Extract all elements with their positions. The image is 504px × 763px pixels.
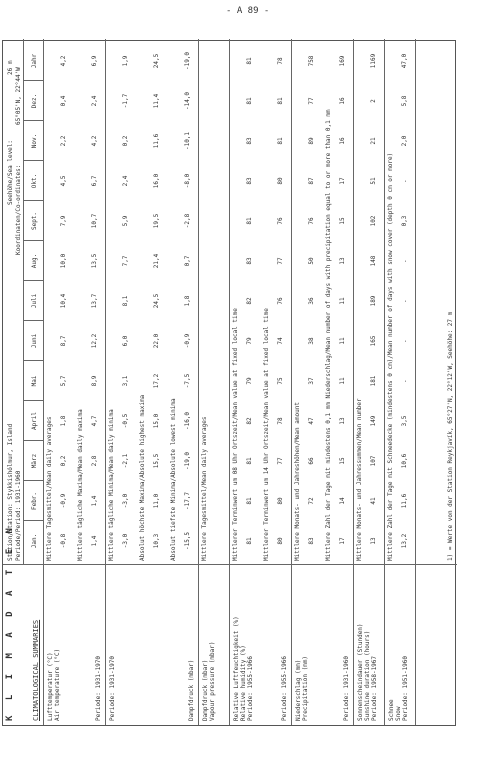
data-cell: 78 (277, 57, 284, 65)
data-cell: -0,5 (122, 413, 129, 429)
data-cell: 11 (339, 297, 346, 305)
data-cell: 83 (246, 257, 253, 265)
data-cell: 81 (246, 537, 253, 545)
row-caption: Mittlerer Terminwert um 14 Uhr Ortszeit/Mean value at fixed local time (263, 308, 270, 561)
data-cell: 81 (246, 497, 253, 505)
data-cell: -15,5 (184, 531, 191, 551)
group-rule (291, 39, 292, 725)
month-header: Jahr (31, 53, 38, 69)
data-cell: -3,0 (122, 493, 129, 509)
row-caption: Mittlere tägliche Minima/Mean daily minima (108, 409, 115, 561)
data-cell: 3,1 (122, 375, 129, 387)
data-cell: 66 (308, 457, 315, 465)
data-cell: -2,1 (122, 453, 129, 469)
data-cell: 76 (308, 217, 315, 225)
data-cell: 15,5 (153, 453, 160, 469)
row-label: Air temperature (°C) (54, 648, 61, 721)
data-cell: 11,0 (153, 493, 160, 509)
month-divider (23, 360, 43, 361)
data-cell: 11 (339, 337, 346, 345)
data-cell: 13 (370, 537, 377, 545)
data-cell: 7,7 (122, 255, 129, 267)
data-cell: 77 (277, 457, 284, 465)
month-header: April (31, 411, 38, 431)
data-cell: 89 (308, 137, 315, 145)
months-rule (43, 39, 44, 725)
data-cell: 8,7 (60, 335, 67, 347)
period-label: Periode: 1931-1970 (95, 655, 102, 721)
month-divider (23, 480, 43, 481)
data-cell: 4,2 (91, 135, 98, 147)
data-cell: 81 (246, 217, 253, 225)
data-cell: 79 (246, 337, 253, 345)
rotated-table (2, 40, 456, 726)
group-rule (353, 39, 354, 725)
data-cell: 15 (339, 457, 346, 465)
header-rule (23, 39, 24, 565)
data-cell: 36 (308, 297, 315, 305)
data-cell: 11,6 (153, 133, 160, 149)
row-caption: Mittlere tägliche Maxima/Mean daily maxima (77, 409, 84, 561)
data-cell: -1,7 (122, 93, 129, 109)
row-caption: Absolut tiefste Minima/Absolute lowest minima (170, 398, 177, 561)
data-cell: 38 (308, 337, 315, 345)
data-cell: 5,7 (60, 375, 67, 387)
data-cell: 165 (370, 335, 377, 347)
period-label: Periode: 1931-1960 (343, 655, 350, 721)
elevation-label: Seehöhe/Sea level: (7, 139, 14, 205)
data-cell: 148 (370, 255, 377, 267)
data-cell: 1,4 (91, 495, 98, 507)
data-cell: 13 (339, 257, 346, 265)
data-cell: 11,6 (401, 493, 408, 509)
data-cell: 81 (246, 97, 253, 105)
data-cell: 13,5 (91, 253, 98, 269)
row-caption: Mittlere Monats- und Jahreshöhen/Mean amount (294, 402, 301, 561)
data-cell: 72 (308, 497, 315, 505)
data-cell: . (401, 179, 408, 183)
group-rule (415, 39, 416, 725)
data-cell: 5,8 (401, 95, 408, 107)
data-cell: 87 (308, 177, 315, 185)
data-cell: 83 (308, 537, 315, 545)
data-cell: 82 (246, 297, 253, 305)
data-cell: 2,0 (401, 135, 408, 147)
data-cell: 21 (370, 137, 377, 145)
data-cell: 83 (246, 137, 253, 145)
data-cell: 16 (339, 137, 346, 145)
data-cell: 1,9 (122, 55, 129, 67)
data-cell: -3,0 (122, 533, 129, 549)
data-cell: 2 (370, 99, 377, 103)
row-caption: Mittlere Monats- und Jahressummen/Mean number (356, 398, 363, 561)
table-subtitle: CLIMATOLOGICAL SUMMARIES (32, 619, 40, 721)
data-cell: 0,3 (401, 215, 408, 227)
period-label: Periode: 1955-1966 (281, 655, 288, 721)
data-cell: 13 (339, 417, 346, 425)
data-cell: 79 (246, 377, 253, 385)
data-cell: 19,5 (153, 213, 160, 229)
data-cell: 0,7 (184, 255, 191, 267)
data-cell: 80 (277, 497, 284, 505)
data-cell: 77 (308, 97, 315, 105)
row-caption: Mittlerer Terminwert um 08 Uhr Ortszeit/Mean value at fixed local time (232, 308, 239, 561)
month-divider (23, 80, 43, 81)
data-cell: 4,7 (91, 415, 98, 427)
data-cell: 83 (246, 177, 253, 185)
month-header: Jan. (31, 533, 38, 549)
data-cell: 82 (246, 417, 253, 425)
data-cell: -14,0 (184, 91, 191, 111)
data-cell: 149 (370, 415, 377, 427)
data-cell: . (401, 339, 408, 343)
data-cell: 47 (308, 417, 315, 425)
data-cell: 0,2 (122, 135, 129, 147)
data-cell: 13,7 (91, 293, 98, 309)
data-cell: 1,8 (60, 415, 67, 427)
row-label: Schnee (388, 699, 395, 721)
data-cell: -8,0 (184, 173, 191, 189)
data-cell: -0,9 (184, 333, 191, 349)
data-cell: 107 (370, 455, 377, 467)
month-divider (23, 240, 43, 241)
left-divider (3, 564, 457, 565)
data-cell: 169 (339, 55, 346, 67)
data-cell: 2,4 (91, 95, 98, 107)
data-cell: 8,1 (122, 295, 129, 307)
data-cell: 77 (277, 257, 284, 265)
data-cell: 10,7 (91, 213, 98, 229)
row-label: Periode: 1955-1966 (247, 655, 254, 721)
data-cell: 80 (277, 537, 284, 545)
row-label: Vapour pressure (mbar) (209, 641, 216, 721)
data-cell: -2,8 (184, 213, 191, 229)
month-header: Dez. (31, 93, 38, 109)
row-label: Precipitation (mm) (302, 655, 309, 721)
data-cell: 14 (339, 497, 346, 505)
data-cell: -7,5 (184, 373, 191, 389)
month-header: Mai (31, 375, 38, 387)
data-cell: -17,7 (184, 491, 191, 511)
station-text: Station/Station: Stykkishólmur, Island (7, 423, 14, 561)
month-divider (23, 160, 43, 161)
data-cell: 17 (339, 537, 346, 545)
data-cell: 189 (370, 295, 377, 307)
month-divider (23, 320, 43, 321)
data-cell: . (401, 379, 408, 383)
row-label: Lufttemperatur (°C) (47, 652, 54, 721)
data-cell: 13,2 (401, 533, 408, 549)
data-cell: -0,8 (60, 533, 67, 549)
month-divider (23, 200, 43, 201)
row-label: Periode: 1958-1967 (371, 655, 378, 721)
month-divider (23, 120, 43, 121)
data-cell: 2,4 (122, 175, 129, 187)
data-cell: 2,2 (60, 135, 67, 147)
data-cell: -10,1 (184, 131, 191, 151)
elevation-value: 26 m (7, 60, 14, 75)
data-cell: 81 (246, 457, 253, 465)
data-cell: 2,8 (91, 455, 98, 467)
data-cell: 81 (277, 137, 284, 145)
month-divider (23, 520, 43, 521)
data-cell: 75 (277, 377, 284, 385)
data-cell: 81 (246, 57, 253, 65)
data-cell: 10,6 (401, 453, 408, 469)
data-cell: 6,0 (122, 335, 129, 347)
group-rule (384, 39, 385, 725)
month-header: Sept. (31, 211, 38, 231)
data-cell: . (401, 299, 408, 303)
row-caption: Absolut höchste Maxima/Absolute highest maxima (139, 394, 146, 561)
data-cell: 10,4 (60, 293, 67, 309)
data-cell: 4,2 (60, 55, 67, 67)
group-rule (105, 39, 106, 725)
month-divider (23, 440, 43, 441)
data-cell: 15 (339, 217, 346, 225)
data-cell: 12,2 (91, 333, 98, 349)
data-cell: 17 (339, 177, 346, 185)
data-cell: 0,2 (60, 455, 67, 467)
row-label: Periode: 1931-1970 (109, 655, 116, 721)
data-cell: 51 (370, 177, 377, 185)
data-cell: 78 (277, 417, 284, 425)
climate-table (2, 40, 456, 726)
data-cell: 3,5 (401, 415, 408, 427)
data-cell: 1,4 (91, 535, 98, 547)
data-cell: -0,9 (60, 493, 67, 509)
data-cell: 16 (339, 97, 346, 105)
table-title: K L I M A D A T E N (5, 523, 15, 721)
data-cell: 6,9 (91, 55, 98, 67)
data-cell: 10,0 (60, 253, 67, 269)
data-cell: 1,8 (184, 295, 191, 307)
month-header: Nov. (31, 133, 38, 149)
data-cell: 4,5 (60, 175, 67, 187)
data-cell: -16,0 (184, 411, 191, 431)
data-cell: 76 (277, 297, 284, 305)
month-header: Aug. (31, 253, 38, 269)
data-cell: 15,0 (153, 413, 160, 429)
row-label: Periode: 1951-1960 (402, 655, 409, 721)
data-cell: 1169 (370, 53, 377, 69)
month-header: März (31, 453, 38, 469)
page-number: - A 89 - (226, 6, 270, 16)
data-cell: 80 (277, 177, 284, 185)
data-cell: 11,4 (153, 93, 160, 109)
row-caption: Mittlere Zahl der Tage mit Schneedecke (mindestens 0 cm)/Mean number of days with snow cover (depth 0 cm or more) (387, 152, 394, 561)
data-cell: 16,0 (153, 173, 160, 189)
period-label: Dampfdruck (mbar) (188, 659, 195, 721)
data-cell: 21,4 (153, 253, 160, 269)
data-cell: 37 (308, 377, 315, 385)
month-divider (23, 280, 43, 281)
data-cell: 5,9 (122, 215, 129, 227)
data-cell: 8,9 (91, 375, 98, 387)
group-rule (198, 39, 199, 725)
data-cell: 76 (277, 217, 284, 225)
row-caption: Mittlere Tagesmittel/Mean daily averages (201, 416, 208, 561)
row-caption: Mittlere Zahl der Tage mit mindestens 0,1 mm Niederschlag/Mean number of days with precipitation equal to or more than 0,1 mm (325, 109, 332, 561)
row-label: Sonnenscheindauer (Stunden) (357, 623, 364, 721)
data-cell: -19,0 (184, 451, 191, 471)
row-label: Sunshine duration (hours) (364, 630, 371, 721)
data-cell: 41 (370, 497, 377, 505)
row-label: Dampfdruck (mbar) (202, 659, 209, 721)
data-cell: 17,2 (153, 373, 160, 389)
data-cell: 24,5 (153, 53, 160, 69)
row-label: Relative humidity (%) (240, 645, 247, 721)
month-header: Okt. (31, 173, 38, 189)
group-rule (229, 39, 230, 725)
data-cell: . (401, 259, 408, 263)
data-cell: 81 (277, 97, 284, 105)
data-cell: 11 (339, 377, 346, 385)
month-header: Febr. (31, 491, 38, 511)
data-cell: 10,3 (153, 533, 160, 549)
row-label: Niederschlag (mm) (295, 659, 302, 721)
row-caption: Mittlere Tagesmittel/Mean daily averages (46, 416, 53, 561)
row-label: Snow (395, 706, 402, 721)
coords-label: Koordinaten/Co-ordinates: (15, 164, 22, 255)
period-text: Periode/Period: 1931-1960 (15, 470, 22, 561)
data-cell: 24,5 (153, 293, 160, 309)
row-label: Relative Luftfeuchtigkeit (%) (233, 616, 240, 721)
data-cell: 6,7 (91, 175, 98, 187)
data-cell: 47,0 (401, 53, 408, 69)
data-cell: 181 (370, 375, 377, 387)
data-cell: 7,9 (60, 215, 67, 227)
data-cell: 758 (308, 55, 315, 67)
data-cell: 50 (308, 257, 315, 265)
footnote: 1) = Werte von der Station Reykjavík, 65°27'N, 22°12'W, Seehöhe: 27 m (447, 311, 454, 561)
data-cell: 102 (370, 215, 377, 227)
coords-value: 65°05'N, 22°44'W (15, 67, 22, 125)
data-cell: 22,0 (153, 333, 160, 349)
data-cell: 0,4 (60, 95, 67, 107)
month-header: Juni (31, 333, 38, 349)
data-cell: 74 (277, 337, 284, 345)
data-cell: -19,0 (184, 51, 191, 71)
month-divider (23, 400, 43, 401)
month-header: Juli (31, 293, 38, 309)
